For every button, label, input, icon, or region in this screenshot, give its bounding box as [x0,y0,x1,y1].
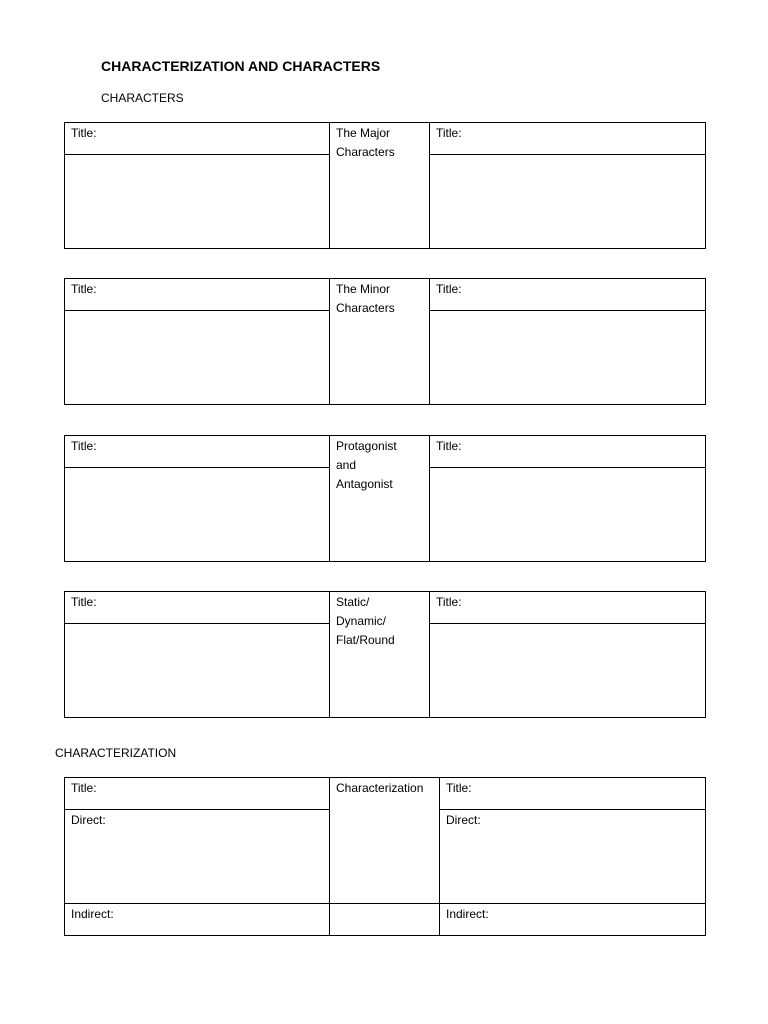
right-indirect-cell[interactable]: Indirect: [440,904,706,936]
page-title: CHARACTERIZATION AND CHARACTERS [101,58,381,74]
right-notes-cell[interactable] [430,468,706,562]
right-title-cell[interactable]: Title: [430,123,706,155]
left-title-cell[interactable]: Title: [65,436,330,468]
left-title-cell[interactable]: Title: [65,778,330,810]
left-title-cell[interactable]: Title: [65,279,330,311]
category-label-static-dynamic: Static/ Dynamic/ Flat/Round [330,592,430,718]
right-title-cell[interactable]: Title: [440,778,706,810]
category-label-minor: The Minor Characters [330,279,430,405]
right-notes-cell[interactable] [430,311,706,405]
character-table-protagonist [64,435,706,562]
character-table-minor [64,278,706,405]
character-table-static-dynamic [64,591,706,718]
right-title-cell[interactable]: Title: [430,436,706,468]
right-notes-cell[interactable] [430,624,706,718]
right-title-cell[interactable]: Title: [430,279,706,311]
left-indirect-cell[interactable]: Indirect: [65,904,330,936]
characters-section-label: CHARACTERS [101,91,184,105]
right-direct-cell[interactable]: Direct: [440,810,706,904]
category-label-characterization: Characterization [330,778,440,904]
characterization-section-label: CHARACTERIZATION [55,746,177,760]
left-notes-cell[interactable] [65,155,330,249]
middle-indirect-cell[interactable] [330,904,440,936]
left-notes-cell[interactable] [65,468,330,562]
left-notes-cell[interactable] [65,624,330,718]
characterization-table [64,777,706,936]
category-label-major: The Major Characters [330,123,430,249]
left-title-cell[interactable]: Title: [65,123,330,155]
right-title-cell[interactable]: Title: [430,592,706,624]
character-table-major [64,122,706,249]
left-direct-cell[interactable]: Direct: [65,810,330,904]
left-title-cell[interactable]: Title: [65,592,330,624]
left-notes-cell[interactable] [65,311,330,405]
category-label-protagonist: Protagonist and Antagonist [330,436,430,562]
right-notes-cell[interactable] [430,155,706,249]
